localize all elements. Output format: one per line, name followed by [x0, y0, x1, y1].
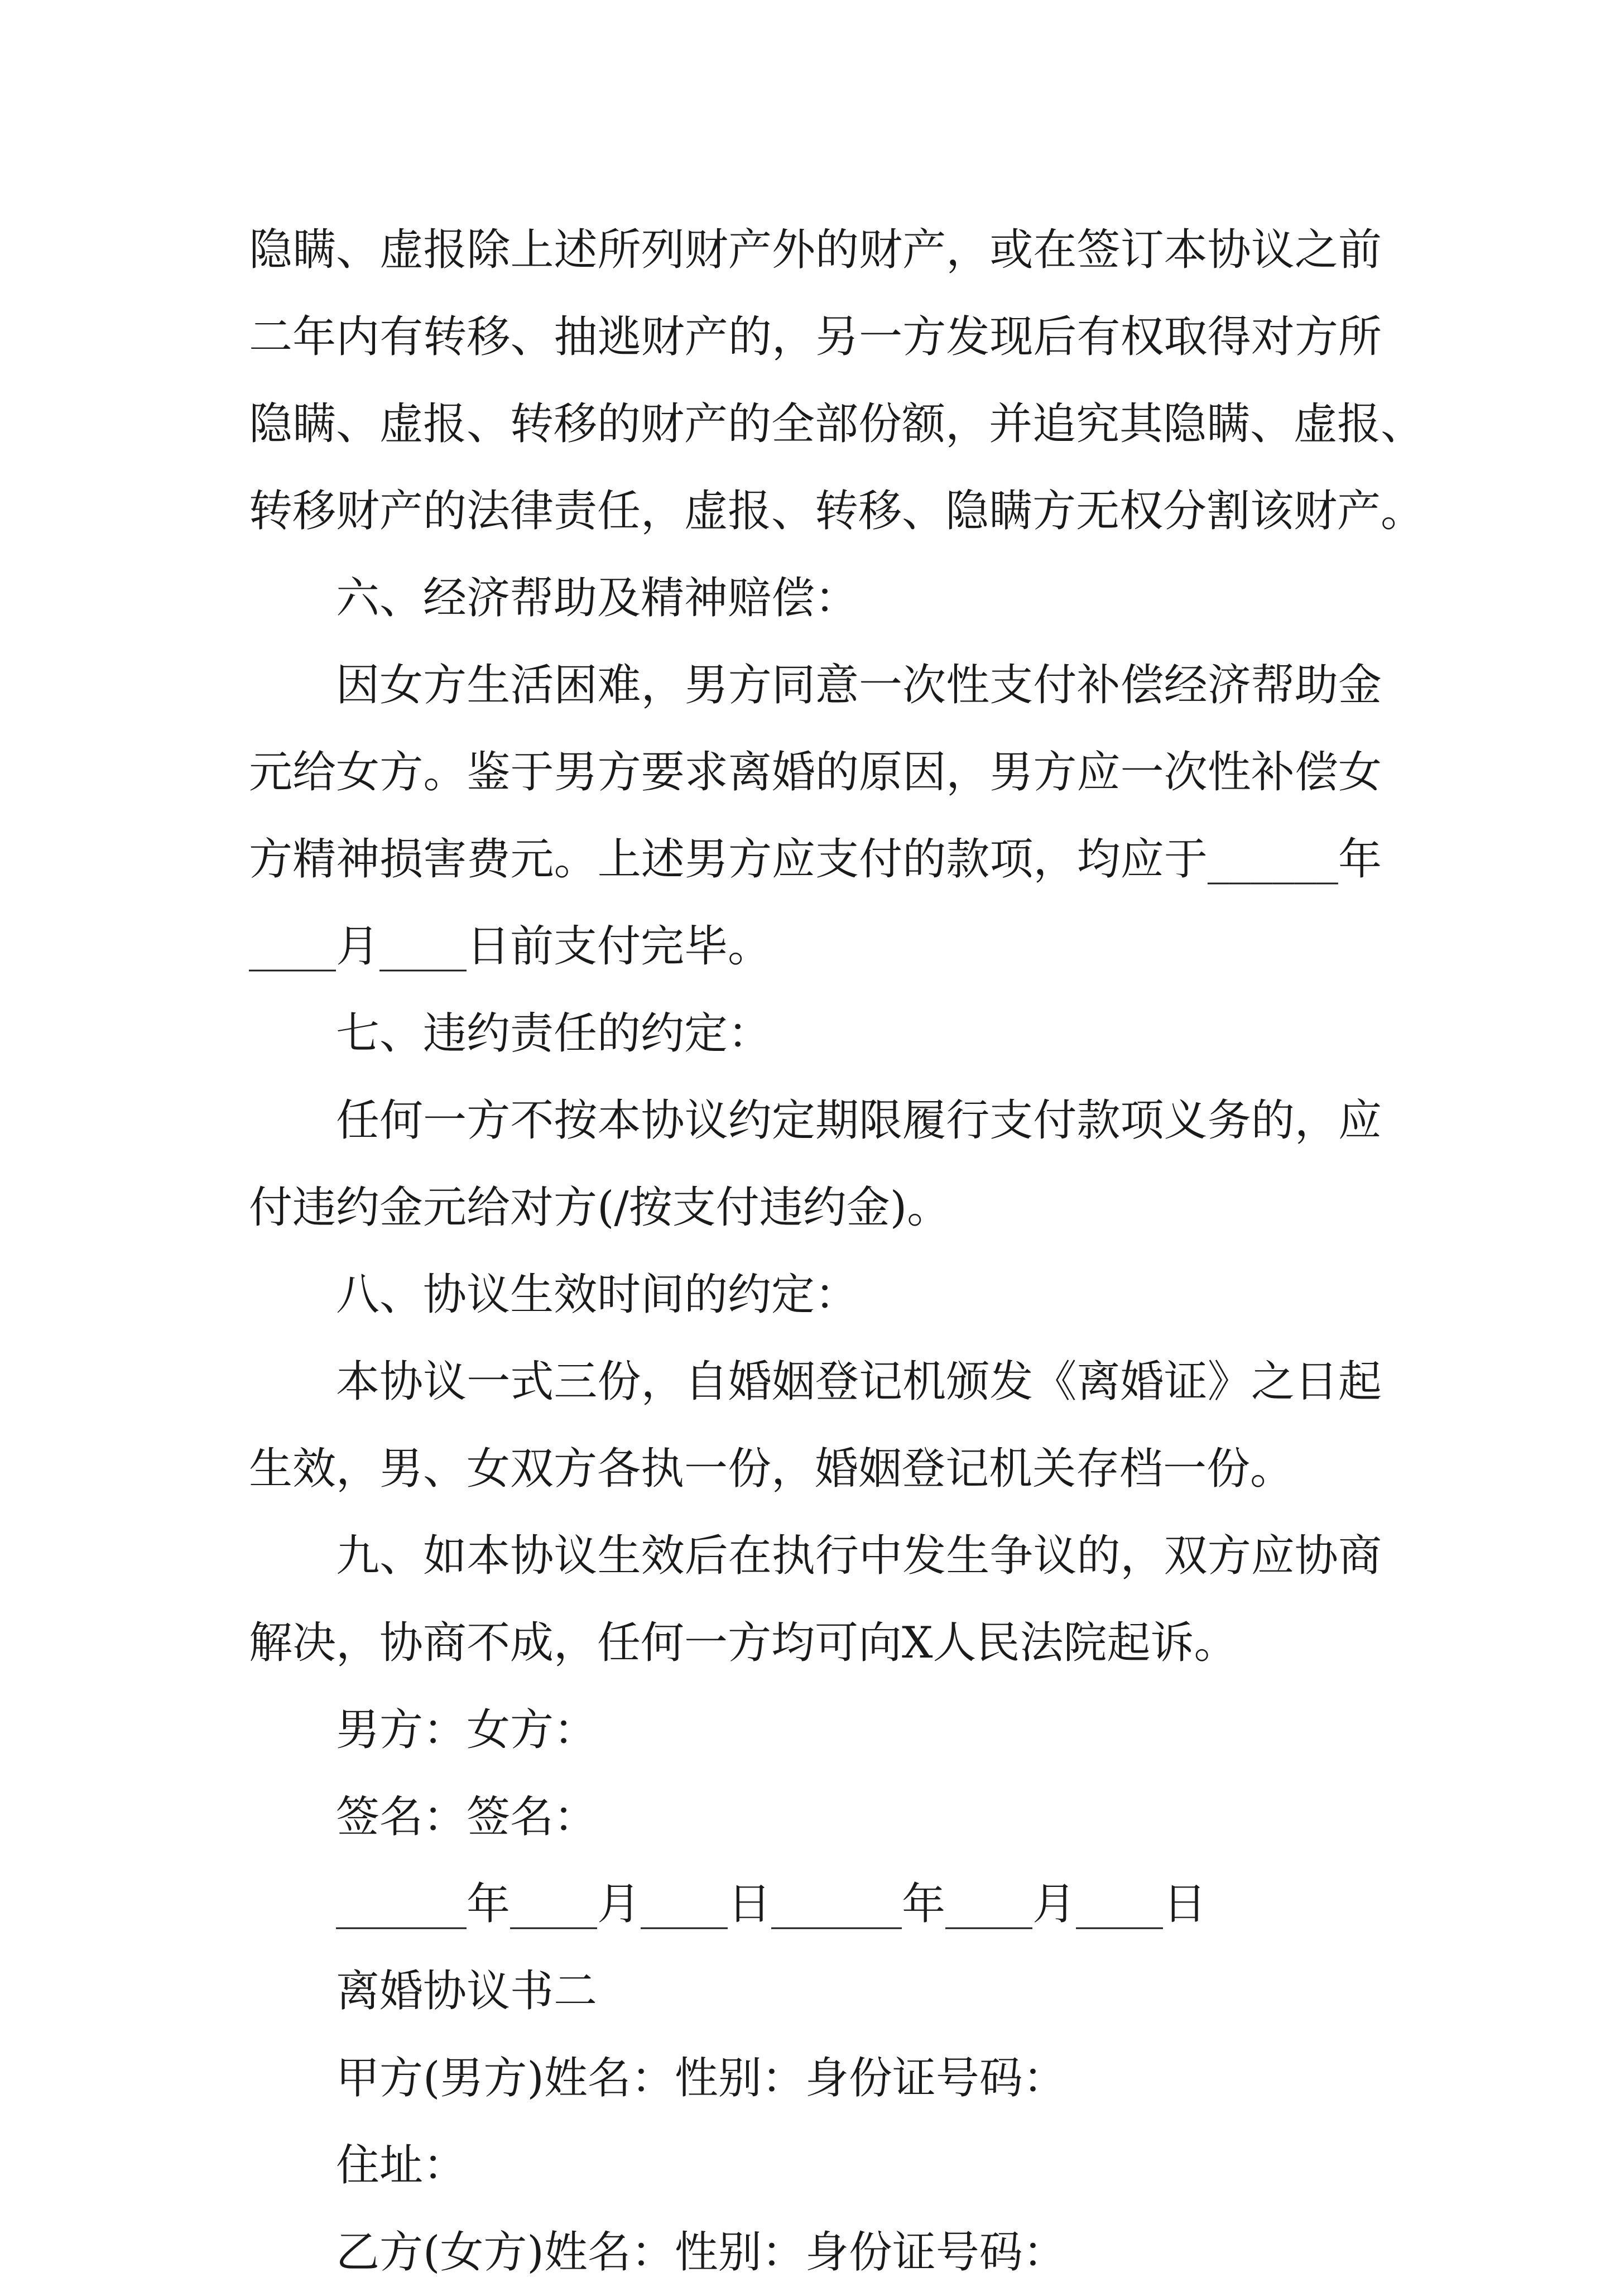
signature-party-label: 男方：女方：: [336, 1705, 598, 1755]
text-line: 解决，协商不成，任何一方均可向X人民法院起诉。: [249, 1618, 1238, 1668]
document-body: [249, 206, 1425, 2296]
text-line: 因女方生活困难，男方同意一次性支付补偿经济帮助金: [336, 660, 1382, 710]
signature-label: 签名：签名：: [336, 1792, 598, 1842]
document-title: 离婚协议书二: [336, 1966, 598, 2016]
text-line: 任何一方不按本协议约定期限履行支付款项义务的，应: [336, 1096, 1382, 1146]
text-line: 元给女方。鉴于男方要求离婚的原因，男方应一次性补偿女: [249, 747, 1382, 798]
party-a-info: 甲方(男方)姓名：性别：身份证号码：: [336, 2053, 1066, 2103]
text-line: 二年内有转移、抽逃财产的，另一方发现后有权取得对方所: [249, 312, 1382, 362]
party-b-info: 乙方(女方)姓名：性别：身份证号码：: [336, 2227, 1066, 2278]
section-heading: 七、违约责任的约定：: [336, 1008, 772, 1059]
text-line: 转移财产的法律责任，虚报、转移、隐瞒方无权分割该财产。: [249, 486, 1425, 536]
text-line: 隐瞒、虚报、转移的财产的全部份额，并追究其隐瞒、虚报、: [249, 399, 1425, 449]
party-a-address: 住址：: [336, 2140, 467, 2191]
section-heading: 八、协议生效时间的约定：: [336, 1270, 859, 1320]
text-line: 九、如本协议生效后在执行中发生争议的，双方应协商: [336, 1531, 1382, 1581]
text-line: 本协议一式三份，自婚姻登记机颁发《离婚证》之日起: [336, 1357, 1382, 1407]
section-heading: 六、经济帮助及精神赔偿：: [336, 573, 859, 623]
text-line: 生效，男、女双方各执一份，婚姻登记机关存档一份。: [249, 1444, 1294, 1494]
signature-date: ______年____月____日______年____月____日: [336, 1879, 1207, 1929]
text-line: ____月____日前支付完毕。: [249, 921, 772, 972]
text-line: 隐瞒、虚报除上述所列财产外的财产，或在签订本协议之前: [249, 225, 1382, 275]
text-line: 付违约金元给对方(/按支付违约金)。: [249, 1183, 951, 1233]
text-line: 方精神损害费元。上述男方应支付的款项，均应于______年: [249, 834, 1382, 885]
